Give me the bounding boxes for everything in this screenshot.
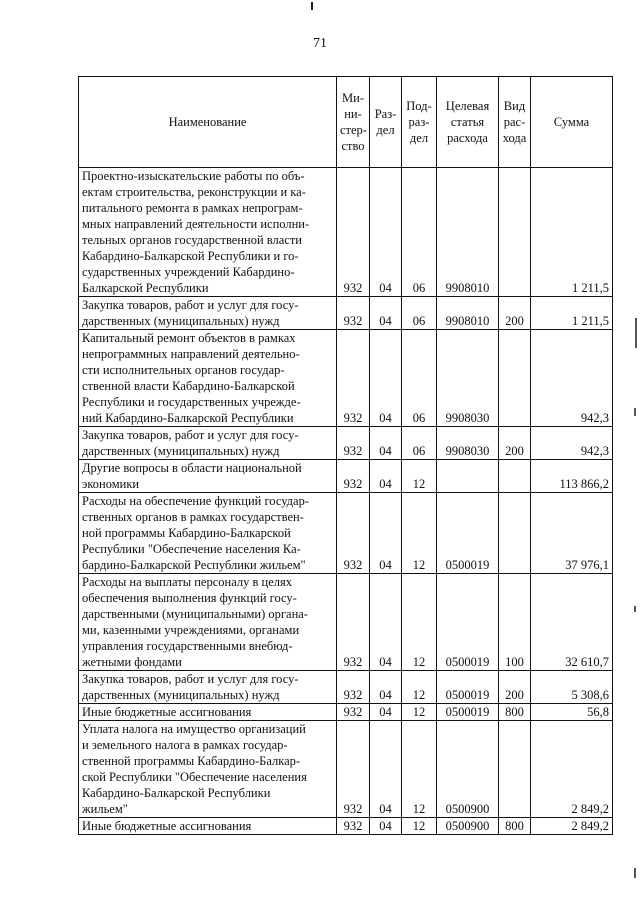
budget-table (78, 76, 613, 835)
cell-ministry: 932 (337, 297, 370, 330)
cell-sum: 2 849,2 (531, 721, 613, 818)
table-row (79, 818, 613, 835)
cell-sum: 2 849,2 (531, 818, 613, 835)
cell-kind: 100 (499, 574, 531, 671)
cell-kind: 200 (499, 671, 531, 704)
scan-edge-mark (634, 606, 636, 612)
scan-edge-mark (635, 318, 637, 348)
page-number: 71 (313, 36, 327, 51)
cell-section: 04 (370, 297, 402, 330)
cell-kind (499, 460, 531, 493)
cell-ministry: 932 (337, 704, 370, 721)
table-row (79, 574, 613, 671)
cell-subsection: 06 (402, 168, 437, 297)
cell-name: Другие вопросы в области национальной экономики (79, 460, 337, 493)
cell-subsection: 12 (402, 721, 437, 818)
cell-ministry: 932 (337, 330, 370, 427)
cell-subsection: 12 (402, 704, 437, 721)
table-row (79, 493, 613, 574)
cell-name: Расходы на выплаты персоналу в целях обеспечения выполнения функций госу- дарственными (муниципальными) органа- ми, казенными учреждениями, органами управления государственными внебюд- жетными фондами (79, 574, 337, 671)
cell-name: Проектно-изыскательские работы по объ- ектам строительства, реконструкции и ка- питального ремонта в рамках непрограм- мных направлений деятельности исполни- тельных органов государственной власти Кабардино-Балкарской Республики и го- сударственных учреждений Кабардино- Балкарской Республики (79, 168, 337, 297)
cell-ministry: 932 (337, 574, 370, 671)
cell-section: 04 (370, 168, 402, 297)
scan-edge-mark (634, 868, 636, 878)
header-target: Целевая статья расхода (437, 77, 499, 168)
header-section: Раз- дел (370, 77, 402, 168)
cell-section: 04 (370, 330, 402, 427)
header-ministry: Ми- ни- стер- ство (337, 77, 370, 168)
cell-name: Расходы на обеспечение функций государ- ственных органов в рамках государствен- ной программы Кабардино-Балкарской Республики "Обеспечение населения Ка- бардино-Балкарской Республики жильем" (79, 493, 337, 574)
cell-subsection: 06 (402, 427, 437, 460)
cell-sum: 5 308,6 (531, 671, 613, 704)
cell-section: 04 (370, 671, 402, 704)
cell-kind: 800 (499, 704, 531, 721)
cell-ministry: 932 (337, 671, 370, 704)
cell-name: Закупка товаров, работ и услуг для госу- дарственных (муниципальных) нужд (79, 671, 337, 704)
cell-subsection: 12 (402, 818, 437, 835)
table-row (79, 704, 613, 721)
cell-name: Уплата налога на имущество организаций и земельного налога в рамках государ- ственной программы Кабардино-Балкар- ской Республики "Обеспечение населения Кабардино-Балкарской Республики жильем" (79, 721, 337, 818)
cell-ministry: 932 (337, 427, 370, 460)
cell-sum: 942,3 (531, 427, 613, 460)
cell-target: 0500019 (437, 671, 499, 704)
cell-subsection: 06 (402, 330, 437, 427)
cell-name: Закупка товаров, работ и услуг для госу- дарственных (муниципальных) нужд (79, 427, 337, 460)
cell-section: 04 (370, 493, 402, 574)
cell-target (437, 460, 499, 493)
cell-section: 04 (370, 704, 402, 721)
cell-kind (499, 168, 531, 297)
cell-name: Капитальный ремонт объектов в рамках непрограммных направлений деятельно- сти исполнительных органов государ- ственной власти Кабардино-Балкарской Республики и государственных учрежде- ний Кабардино-Балкарской Республики (79, 330, 337, 427)
cell-target: 0500019 (437, 574, 499, 671)
header-row (79, 77, 613, 168)
cell-name: Иные бюджетные ассигнования (79, 818, 337, 835)
cell-ministry: 932 (337, 721, 370, 818)
cell-sum: 942,3 (531, 330, 613, 427)
header-kind: Вид рас- хода (499, 77, 531, 168)
table-row (79, 330, 613, 427)
cell-kind: 200 (499, 427, 531, 460)
table-row (79, 168, 613, 297)
cell-kind: 200 (499, 297, 531, 330)
cell-target: 9908030 (437, 427, 499, 460)
cell-section: 04 (370, 818, 402, 835)
scan-edge-mark (634, 408, 636, 416)
table-row (79, 460, 613, 493)
cell-target: 0500900 (437, 721, 499, 818)
cell-section: 04 (370, 460, 402, 493)
table-row (79, 671, 613, 704)
cell-subsection: 12 (402, 460, 437, 493)
cell-section: 04 (370, 721, 402, 818)
cell-name: Иные бюджетные ассигнования (79, 704, 337, 721)
cell-section: 04 (370, 574, 402, 671)
cell-sum: 32 610,7 (531, 574, 613, 671)
cell-sum: 1 211,5 (531, 168, 613, 297)
cell-kind (499, 721, 531, 818)
cell-subsection: 06 (402, 297, 437, 330)
cell-section: 04 (370, 427, 402, 460)
cell-sum: 113 866,2 (531, 460, 613, 493)
header-name: Наименование (79, 77, 337, 168)
cell-subsection: 12 (402, 671, 437, 704)
table-row (79, 721, 613, 818)
cell-subsection: 12 (402, 493, 437, 574)
cell-sum: 37 976,1 (531, 493, 613, 574)
cell-sum: 1 211,5 (531, 297, 613, 330)
cell-target: 9908010 (437, 168, 499, 297)
header-subsection: Под- раз- дел (402, 77, 437, 168)
cell-ministry: 932 (337, 818, 370, 835)
scan-tick-mark (311, 2, 313, 10)
cell-target: 0500019 (437, 704, 499, 721)
cell-target: 9908010 (437, 297, 499, 330)
cell-target: 0500900 (437, 818, 499, 835)
cell-ministry: 932 (337, 493, 370, 574)
cell-target: 9908030 (437, 330, 499, 427)
cell-name: Закупка товаров, работ и услуг для госу- дарственных (муниципальных) нужд (79, 297, 337, 330)
table-row (79, 427, 613, 460)
table-row (79, 297, 613, 330)
cell-ministry: 932 (337, 460, 370, 493)
header-sum: Сумма (531, 77, 613, 168)
cell-target: 0500019 (437, 493, 499, 574)
cell-subsection: 12 (402, 574, 437, 671)
cell-sum: 56,8 (531, 704, 613, 721)
cell-kind (499, 330, 531, 427)
cell-ministry: 932 (337, 168, 370, 297)
cell-kind (499, 493, 531, 574)
cell-kind: 800 (499, 818, 531, 835)
